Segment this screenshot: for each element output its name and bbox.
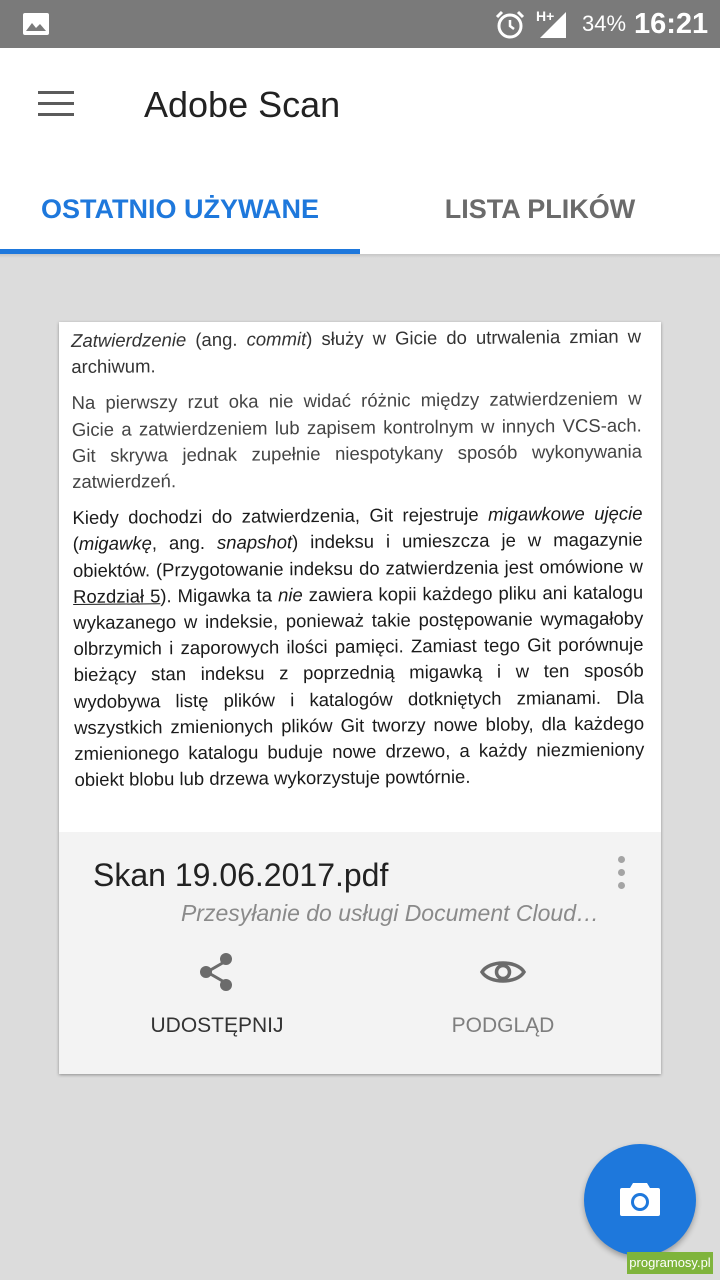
recent-scan-card[interactable] (59, 322, 661, 1074)
scan-paragraph: Kiedy dochodzi do zatwierdzenia, Git rejestruje migawkowe ujęcie (migawkę, ang. snapshot) indeksu i umieszcza je w magazynie obiektów. (Przygotowanie indeksu do zatwierdzenia jest omówione w Rozdział 5). Migawka ta nie zawiera kopii każdego pliku ani katalogu wykazanego w indeksie, ponieważ takie postępowanie wymagałoby olbrzymich i zaporowych ilości pamięci. Zamiast tego Git porównuje bieżący stan indeksu z poprzednią migawką i w ten sposób wydobywa listę plików i katalogów dotkniętych zmianami. Dla wszystkich zmienionych plików Git tworzy nowe bloby, dla każdego zmienionego katalogu buduje nowe drzewo, a każdy niezmieniony obiekt blobu lub drzewa wykorzystuje powtórnie. (72, 502, 645, 791)
camera-fab-button[interactable] (584, 1144, 696, 1256)
alarm-icon (494, 9, 526, 41)
scan-paragraph: Zatwierdzenie (ang. commit) służy w Gicie do utrwalenia zmian w archiwum. (71, 325, 642, 378)
share-label: UDOSTĘPNIJ (150, 1014, 284, 1037)
share-icon (195, 950, 239, 994)
tab-recent[interactable]: OSTATNIO UŻYWANE (41, 194, 319, 224)
file-name: Skan 19.06.2017.pdf (93, 857, 389, 893)
preview-label: PODGLĄD (451, 1014, 555, 1037)
scan-text (71, 324, 645, 804)
app-bar (0, 48, 720, 254)
share-button[interactable] (117, 950, 317, 1050)
app-bar-shadow (0, 254, 720, 258)
status-bar (0, 0, 720, 48)
image-icon (22, 12, 50, 36)
upload-status: Przesyłanie do usługi Document Cloud… (180, 900, 600, 926)
app-title: Adobe Scan (144, 84, 341, 125)
network-type: H+ (536, 8, 555, 24)
signal-icon (538, 10, 568, 40)
scan-paragraph: Na pierwszy rzut oka nie widać różnic między zatwierdzeniem w Gicie a zatwierdzeniem lub zapisem kontrolnym w innych VCS-ach. Git skrywa jednak zupełnie niespotykany sposób wykonywania zatwierdzeń. (71, 387, 643, 493)
preview-button[interactable] (403, 950, 603, 1050)
hamburger-menu-icon[interactable] (22, 72, 90, 136)
eye-icon (479, 950, 527, 994)
clock: 16:21 (634, 8, 709, 40)
more-vert-icon[interactable] (607, 850, 637, 894)
scan-thumbnail[interactable] (59, 322, 661, 832)
tab-file-list[interactable]: LISTA PLIKÓW (444, 194, 636, 224)
camera-icon (619, 1181, 661, 1217)
battery-level: 34% (582, 11, 627, 36)
watermark: programosy.pl (627, 1252, 713, 1274)
